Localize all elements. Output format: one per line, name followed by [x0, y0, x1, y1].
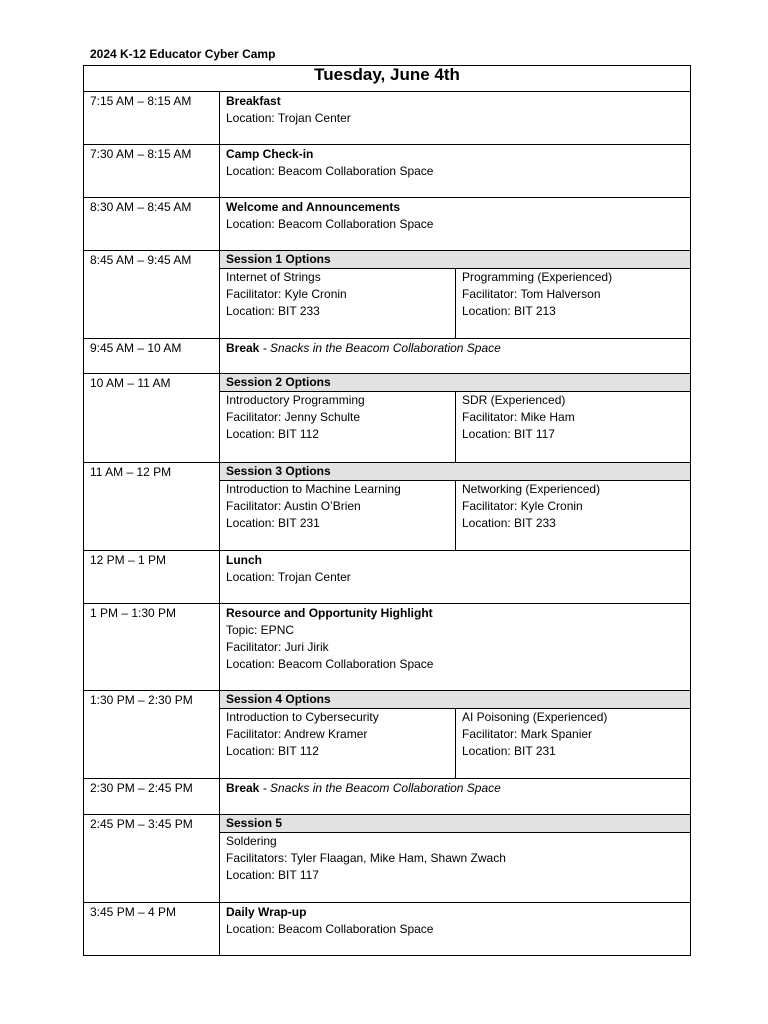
option-facilitator: Facilitator: Austin O’Brien	[226, 499, 361, 513]
schedule-row-session-4	[84, 691, 691, 779]
option-name: AI Poisoning (Experienced)	[462, 710, 608, 724]
option-location: Location: BIT 231	[226, 516, 320, 530]
event-title: Daily Wrap-up	[226, 905, 307, 919]
option-location: Location: BIT 112	[226, 744, 319, 758]
event-title: Lunch	[226, 553, 262, 567]
option-name: Networking (Experienced)	[462, 482, 601, 496]
event-title: Break	[226, 341, 260, 355]
time-cell: 7:15 AM – 8:15 AM	[84, 92, 220, 145]
option-facilitator: Facilitator: Tom Halverson	[462, 287, 601, 301]
event-topic: Topic: EPNC	[226, 623, 295, 637]
event-cell	[220, 92, 691, 145]
schedule-row-wrapup	[84, 903, 691, 956]
session-option	[455, 269, 690, 338]
session-cell	[220, 815, 691, 903]
schedule-row-checkin	[84, 145, 691, 198]
event-title: Break	[226, 781, 260, 795]
time-cell: 1 PM – 1:30 PM	[84, 604, 220, 691]
option-location: Location: BIT 213	[462, 304, 556, 318]
event-title: Welcome and Announcements	[226, 200, 401, 214]
option-location: Location: BIT 231	[462, 744, 556, 758]
event-cell	[220, 339, 691, 374]
time-cell: 10 AM – 11 AM	[84, 374, 220, 463]
time-cell: 7:30 AM – 8:15 AM	[84, 145, 220, 198]
event-location: Location: Trojan Center	[226, 570, 351, 584]
schedule-row-welcome	[84, 198, 691, 251]
event-cell	[220, 145, 691, 198]
session-option	[455, 481, 690, 550]
option-location: Location: BIT 233	[226, 304, 320, 318]
option-facilitator: Facilitator: Mark Spanier	[462, 727, 593, 741]
day-title-row	[84, 66, 691, 92]
session-option	[220, 481, 455, 550]
option-facilitator: Facilitator: Andrew Kramer	[226, 727, 368, 741]
schedule-row-session-3	[84, 463, 691, 551]
event-note: - Snacks in the Beacom Collaboration Space	[259, 781, 501, 795]
event-title: Camp Check-in	[226, 147, 314, 161]
option-name: Internet of Strings	[226, 270, 321, 284]
session-header: Session 2 Options	[220, 374, 690, 392]
event-cell	[220, 551, 691, 604]
event-cell	[220, 903, 691, 956]
event-note: - Snacks in the Beacom Collaboration Space	[259, 341, 501, 355]
option-facilitator: Facilitator: Kyle Cronin	[462, 499, 583, 513]
session-header: Session 5	[220, 815, 690, 833]
event-location: Location: Beacom Collaboration Space	[226, 164, 434, 178]
option-facilitator: Facilitator: Kyle Cronin	[226, 287, 347, 301]
time-cell: 2:45 PM – 3:45 PM	[84, 815, 220, 903]
event-location: Location: Beacom Collaboration Space	[226, 922, 434, 936]
event-cell	[220, 604, 691, 691]
schedule-row-break-2	[84, 779, 691, 815]
session-cell	[220, 251, 691, 339]
time-cell: 9:45 AM – 10 AM	[84, 339, 220, 374]
event-location: Location: Beacom Collaboration Space	[226, 657, 434, 671]
schedule-row-session-2	[84, 374, 691, 463]
session-option	[455, 392, 690, 462]
option-name: Introduction to Machine Learning	[226, 482, 401, 496]
session-cell	[220, 691, 691, 779]
time-cell: 12 PM – 1 PM	[84, 551, 220, 604]
event-title: Resource and Opportunity Highlight	[226, 606, 433, 620]
session-option	[455, 709, 690, 778]
schedule-table	[83, 65, 691, 956]
session-header: Session 4 Options	[220, 691, 690, 709]
event-cell	[220, 198, 691, 251]
option-location: Location: BIT 233	[462, 516, 556, 530]
session-option	[220, 709, 455, 778]
option-name: SDR (Experienced)	[462, 393, 566, 407]
option-name: Programming (Experienced)	[462, 270, 613, 284]
schedule-row-session-1	[84, 251, 691, 339]
session-option	[220, 392, 455, 462]
schedule-row-lunch	[84, 551, 691, 604]
option-facilitator: Facilitator: Mike Ham	[462, 410, 575, 424]
time-cell: 3:45 PM – 4 PM	[84, 903, 220, 956]
option-facilitator: Facilitator: Jenny Schulte	[226, 410, 361, 424]
session-header: Session 3 Options	[220, 463, 690, 481]
schedule-row-highlight	[84, 604, 691, 691]
day-title: Tuesday, June 4th	[84, 66, 691, 92]
session-cell	[220, 463, 691, 551]
option-name: Introductory Programming	[226, 393, 365, 407]
schedule-row-session-5	[84, 815, 691, 903]
time-cell: 11 AM – 12 PM	[84, 463, 220, 551]
document-header: 2024 K-12 Educator Cyber Camp	[90, 47, 276, 61]
time-cell: 1:30 PM – 2:30 PM	[84, 691, 220, 779]
time-cell: 2:30 PM – 2:45 PM	[84, 779, 220, 815]
option-name: Introduction to Cybersecurity	[226, 710, 379, 724]
time-cell: 8:30 AM – 8:45 AM	[84, 198, 220, 251]
time-cell: 8:45 AM – 9:45 AM	[84, 251, 220, 339]
option-location: Location: BIT 117	[462, 427, 555, 441]
event-title: Breakfast	[226, 94, 281, 108]
schedule-row-break-1	[84, 339, 691, 374]
session-name: Soldering	[226, 834, 277, 848]
event-location: Location: Beacom Collaboration Space	[226, 217, 434, 231]
option-location: Location: BIT 112	[226, 427, 319, 441]
session-facilitators: Facilitators: Tyler Flaagan, Mike Ham, Shawn Zwach	[226, 851, 506, 865]
event-location: Location: Trojan Center	[226, 111, 351, 125]
schedule-row-breakfast	[84, 92, 691, 145]
session-cell	[220, 374, 691, 463]
event-facilitator: Facilitator: Juri Jirik	[226, 640, 329, 654]
session-option	[220, 269, 455, 338]
event-cell	[220, 779, 691, 815]
session-header: Session 1 Options	[220, 251, 690, 269]
session-location: Location: BIT 117	[226, 868, 319, 882]
